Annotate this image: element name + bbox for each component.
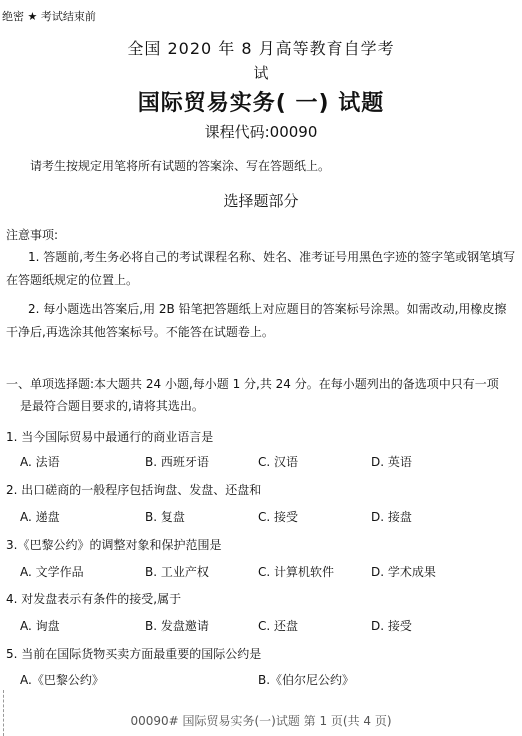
- question-3-option-a: A. 文学作品: [20, 565, 84, 579]
- question-2-stem: 2. 出口磋商的一般程序包括询盘、发盘、还盘和: [6, 483, 262, 497]
- question-1-option-b: B. 西班牙语: [145, 455, 209, 469]
- question-1-stem: 1. 当今国际贸易中最通行的商业语言是: [6, 430, 214, 444]
- question-5-option-b: B.《伯尔尼公约》: [258, 673, 355, 687]
- notes-heading: 注意事项:: [6, 228, 59, 242]
- question-2-option-a: A. 递盘: [20, 510, 60, 524]
- question-4-option-b: B. 发盘邀请: [145, 619, 209, 633]
- exam-subject-title: 国际贸易实务( 一) 试题: [137, 91, 385, 116]
- question-4-option-d: D. 接受: [371, 619, 412, 633]
- exam-title-line1-wrap: 试: [253, 64, 269, 82]
- page-footer: 00090# 国际贸易实务(一)试题 第 1 页(共 4 页): [130, 714, 392, 728]
- section-title: 选择题部分: [223, 192, 299, 210]
- part1-line2: 是最符合题目要求的,请将其选出。: [20, 399, 204, 413]
- question-1-option-c: C. 汉语: [258, 455, 299, 469]
- question-3-option-b: B. 工业产权: [145, 565, 209, 579]
- exam-title-line1: 全国 2020 年 8 月高等教育自学考: [127, 39, 395, 58]
- part1-instructions: [6, 373, 520, 417]
- question-2-option-d: D. 接盘: [371, 510, 412, 524]
- confidential-label: 绝密 ★ 考试结束前: [2, 10, 96, 23]
- answer-notice: 请考生按规定用笔将所有试题的答案涂、写在答题纸上。: [30, 159, 331, 173]
- question-4-option-c: C. 还盘: [258, 619, 299, 633]
- question-2-option-c: C. 接受: [258, 510, 299, 524]
- note-item-2: 2. 每小题选出答案后,用 2B 铅笔把答题纸上对应题目的答案标号涂黑。如需改动,用橡皮擦干净后,再选涂其他答案标号。不能答在试题卷上。: [6, 302, 507, 339]
- part1-line1: 一、单项选择题:本大题共 24 小题,每小题 1 分,共 24 分。在每小题列出的备选项中只有一项: [6, 377, 499, 391]
- question-2-option-b: B. 复盘: [145, 510, 185, 524]
- question-5-option-a: A.《巴黎公约》: [20, 673, 104, 687]
- question-3-option-c: C. 计算机软件: [258, 565, 335, 579]
- note-item-1: 1. 答题前,考生务必将自己的考试课程名称、姓名、准考证号用黑色字迹的签字笔或钢笔填写在答题纸规定的位置上。: [6, 250, 516, 287]
- question-3-option-d: D. 学术成果: [371, 565, 436, 579]
- question-1-option-d: D. 英语: [371, 455, 412, 469]
- question-4-stem: 4. 对发盘表示有条件的接受,属于: [6, 592, 182, 606]
- course-code: 课程代码:00090: [204, 123, 318, 141]
- question-1-option-a: A. 法语: [20, 455, 60, 469]
- question-4-option-a: A. 询盘: [20, 619, 60, 633]
- question-5-stem: 5. 当前在国际货物买卖方面最重要的国际公约是: [6, 647, 262, 661]
- question-3-stem: 3.《巴黎公约》的调整对象和保护范围是: [6, 538, 222, 552]
